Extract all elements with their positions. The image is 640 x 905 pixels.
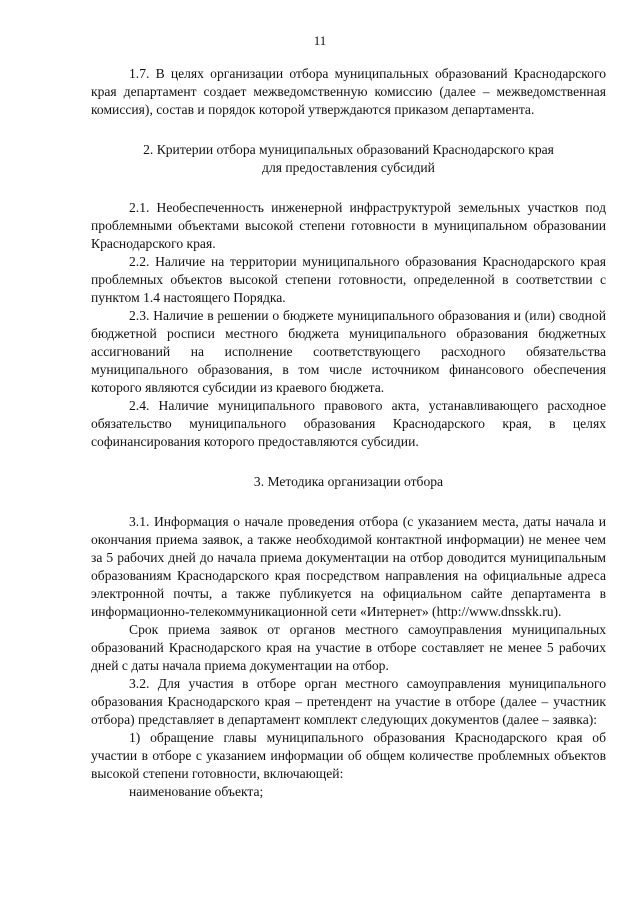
paragraph-2-2: 2.2. Наличие на территории муниципального образования Краснодарского края проблемных объектов высокой степени готовности, определенной в соответствии с пунктом 1.4 настоящего Порядка.: [91, 254, 606, 305]
paragraph-2-1: 2.1. Необеспеченность инженерной инфраструктурой земельных участков под проблемными объектами высокой степени готовности в муниципальном образовании Краснодарского края.: [91, 200, 606, 251]
section-3-heading: 3. Методика организации отбора: [253, 474, 444, 489]
page-number: 11: [313, 33, 327, 48]
paragraph-3-1: 3.1. Информация о начале проведения отбора (с указанием места, даты начала и окончания приема заявок, а также необходимой контактной информации) не менее чем за 5 рабочих дней до начала приема документации на отбор доводится муниципальным образованиям Краснодарского края посредством направления на официальные адреса электронной почты, а также публикуется на официальном сайте департамента в информационно-телекоммуникационной сети «Интернет» (http://www.dnsskk.ru).: [91, 514, 606, 619]
paragraph-2-3: 2.3. Наличие в решении о бюджете муниципального образования и (или) сводной бюджетной росписи местного бюджета муниципального образования бюджетных ассигнований на исполнение соответствующего расходного обязательства муниципального образования, в том числе источником финансового обеспечения которого являются субсидии из краевого бюджета.: [91, 308, 606, 395]
paragraph-3-1-deadline: Срок приема заявок от органов местного самоуправления муниципальных образований Краснодарского края на участие в отборе составляет не менее 5 рабочих дней с даты начала приема документации на отбор.: [91, 622, 606, 673]
paragraph-3-2: 3.2. Для участия в отборе орган местного самоуправления муниципального образования Краснодарского края – претендент на участие в отборе (далее – участник отбора) представляет в департамент комплект следующих документов (далее – заявка):: [91, 676, 606, 727]
section-2-heading-line-2: для предоставления субсидий: [262, 160, 435, 175]
paragraph-3-2-item-1: 1) обращение главы муниципального образования Краснодарского края об участии в отборе с указанием информации об общем количестве проблемных объектов высокой степени готовности, включающей:: [91, 730, 606, 781]
paragraph-3-2-item-1-a: наименование объекта;: [129, 784, 264, 799]
document-body: [91, 65, 606, 801]
paragraph-2-4: 2.4. Наличие муниципального правового акта, устанавливающего расходное обязательство муниципального образования Краснодарского края, в целях софинансирования которого предоставляются субсидии.: [91, 398, 606, 449]
section-2-heading: [91, 141, 606, 177]
paragraph-1-7: 1.7. В целях организации отбора муниципальных образований Краснодарского края департамент создает межведомственную комиссию (далее – межведомственная комиссия), состав и порядок которой утверждаются приказом департамента.: [91, 66, 606, 117]
section-2-heading-line-1: 2. Критерии отбора муниципальных образований Краснодарского края: [143, 142, 554, 157]
